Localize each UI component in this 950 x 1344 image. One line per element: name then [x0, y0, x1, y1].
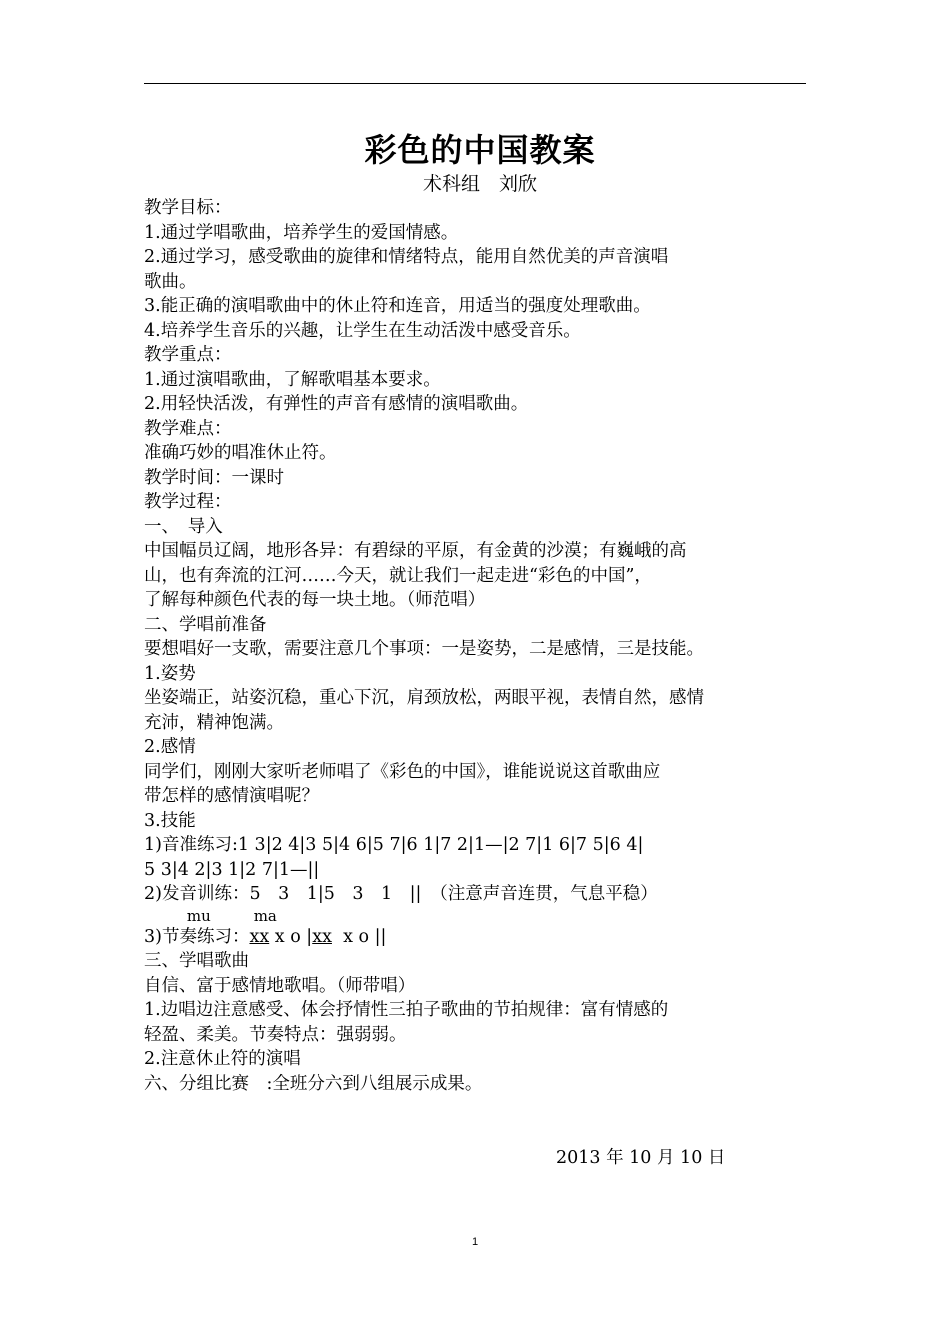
text-line: 5 3|4 2|3 1|2 7|1—||: [144, 859, 320, 880]
rhythm-end: x o ||: [331, 926, 387, 947]
text-line: 三、学唱歌曲: [144, 951, 249, 971]
rhythm-prefix: 3)节奏练习：: [144, 926, 250, 947]
text-line: 同学们，刚刚大家听老师唱了《彩色的中国》，谁能说说这首歌曲应: [144, 761, 661, 782]
text-line: 2.感情: [144, 737, 196, 757]
document-date: 2013 年 10 月 10 日: [556, 1148, 726, 1168]
text-line: 二、学唱前准备: [144, 614, 267, 635]
text-line: 自信、富于感情地歌唱。（师带唱）: [144, 975, 416, 996]
text-line: 3.技能: [144, 810, 196, 831]
rhythm-group-a: xx: [249, 926, 270, 947]
text-line: 2.用轻快活泼，有弹性的声音有感情的演唱歌曲。: [144, 394, 529, 414]
text-line: 教学目标：: [144, 198, 232, 218]
document-body: [144, 128, 816, 1096]
rhythm-group-b: xx: [312, 926, 332, 947]
text-line: 教学难点：: [144, 418, 232, 439]
text-line: 1.通过学唱歌曲，培养学生的爱国情感。: [144, 222, 459, 243]
text-line: 2.注意休止符的演唱: [144, 1049, 301, 1069]
text-line: 要想唱好一支歌，需要注意几个事项：一是姿势，二是感情，三是技能。: [144, 639, 704, 659]
text-line: 山，也有奔流的江河……今天，就让我们一起走进“彩色的中国”，: [144, 565, 652, 586]
text-line: 歌曲。: [144, 271, 197, 292]
text-line: 充沛，精神饱满。: [144, 712, 284, 733]
text-line: 了解每种颜色代表的每一块土地。（师范唱）: [144, 590, 486, 610]
text-line: 2.通过学习，感受歌曲的旋律和情绪特点，能用自然优美的声音演唱: [144, 247, 669, 267]
text-line: 1.通过演唱歌曲，了解歌唱基本要求。: [144, 369, 441, 390]
text-line: 准确巧妙的唱准休止符。: [144, 443, 337, 463]
text-line: 1)音准练习:1 3|2 4|3 5|4 6|5 7|6 1|7 2|1—|2 7|1 6|7 5|6 4|: [144, 835, 644, 855]
text-line: 坐姿端正，站姿沉稳，重心下沉，肩颈放松，两眼平视，表情自然，感情: [144, 688, 704, 708]
text-line: 3.能正确的演唱歌曲中的休止符和连音，用适当的强度处理歌曲。: [144, 296, 651, 316]
text-line: 教学时间：一课时: [144, 467, 284, 488]
text-line: 教学过程：: [144, 492, 232, 512]
text-line: 1.姿势: [144, 663, 196, 684]
lines-block-1: [144, 196, 816, 907]
text-line: 轻盈、柔美。节奏特点：强弱弱。: [144, 1024, 407, 1045]
header-rule: [144, 83, 806, 84]
author-line: 术科组 刘欣: [422, 173, 537, 195]
text-line: 4.培养学生音乐的兴趣，让学生在生动活泼中感受音乐。: [144, 320, 581, 341]
text-line: 教学重点：: [144, 345, 232, 365]
rhythm-mid: x o |: [269, 926, 313, 947]
text-line: 中国幅员辽阔，地形各异：有碧绿的平原，有金黄的沙漠；有巍峨的高: [144, 541, 687, 561]
text-line: 带怎样的感情演唱呢？: [144, 786, 319, 806]
lines-block-2: [144, 949, 816, 1096]
text-line: 六、分组比赛 :全班分六到八组展示成果。: [144, 1073, 483, 1094]
page-number: 1: [471, 1236, 479, 1248]
text-line: 1.边唱边注意感受、体会抒情性三拍子歌曲的节拍规律：富有情感的: [144, 1000, 669, 1020]
text-line: 2)发音训练：5 3 1|5 3 1 || （注意声音连贯，气息平稳）: [144, 884, 658, 904]
rhythm-line: [144, 925, 816, 950]
document-title: 彩色的中国教案: [364, 131, 596, 169]
syllable-line: mu ma: [144, 906, 277, 925]
text-line: 一、 导入: [144, 516, 223, 537]
